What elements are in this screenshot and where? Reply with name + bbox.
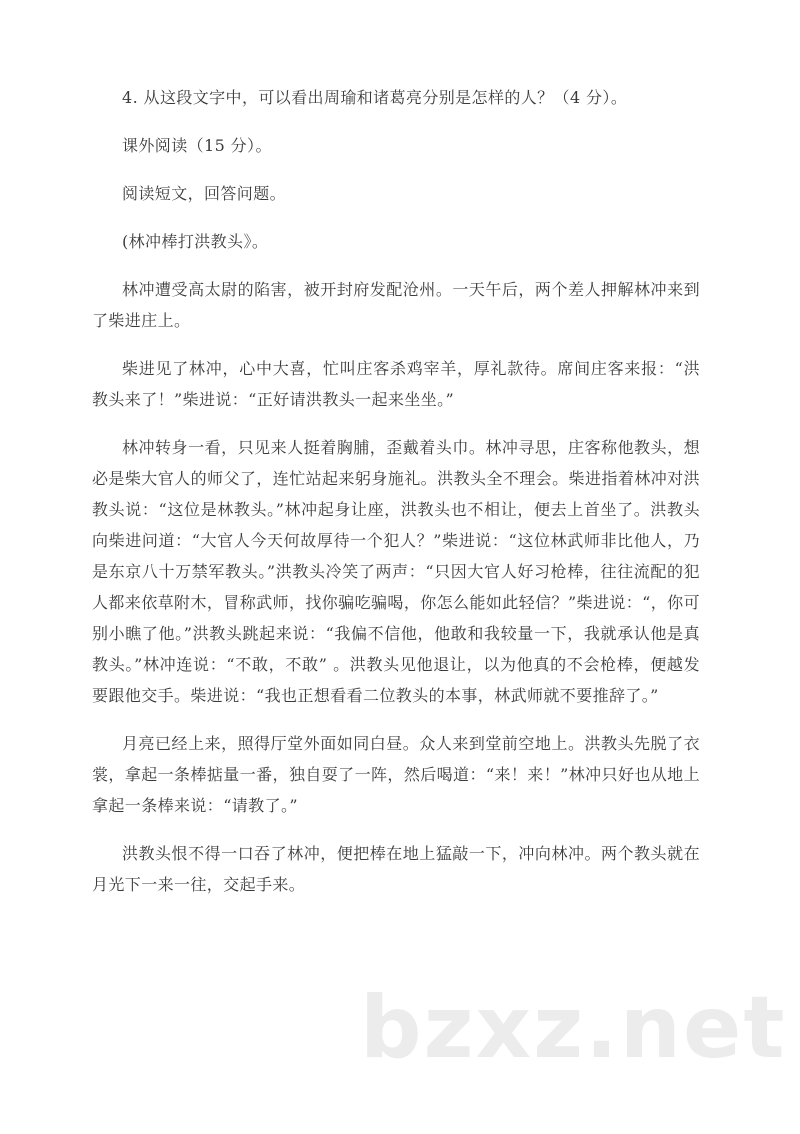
section-heading: 课外阅读（15 分）。 xyxy=(122,136,272,155)
passage-paragraph: 月亮已经上来，照得厅堂外面如同白昼。众人来到堂前空地上。洪教头先脱了衣裳，拿起一条棒掂量一番，独自耍了一阵，然后喝道：“来！来！”林冲只好也从地上拿起一条棒来说：“请教了。” xyxy=(92,734,700,815)
passage-paragraph: 柴进见了林冲，心中大喜，忙叫庄客杀鸡宰羊，厚礼款待。席间庄客来报：“洪教头来了！”柴进说：“正好请洪教头一起来坐坐。” xyxy=(92,359,700,409)
passage-paragraph: 林冲遭受高太尉的陷害，被开封府发配沧州。一天午后，两个差人押解林冲来到了柴进庄上。 xyxy=(92,280,700,330)
passage-title: (林冲棒打洪教头》。 xyxy=(122,232,269,251)
passage-paragraph: 洪教头恨不得一口吞了林冲，便把棒在地上猛敲一下，冲向林冲。两个教头就在月光下一来一往，交起手来。 xyxy=(92,844,700,894)
instruction: 阅读短文，回答问题。 xyxy=(122,184,287,203)
question-4: 4. 从这段文字中，可以看出周瑜和诸葛亮分别是怎样的人？（4 分）。 xyxy=(122,88,628,107)
document-body xyxy=(92,82,700,917)
passage-paragraph: 林冲转身一看，只见来人挺着胸脯，歪戴着头巾。林冲寻思，庄客称他教头，想必是柴大官人的师父了，连忙站起来躬身施礼。洪教头全不理会。柴进指着林冲对洪教头说：“这位是林教头。”林冲起身让座，洪教头也不相让，便去上首坐了。洪教头向柴进问道：“大官人今天何故厚待一个犯人？”柴进说：“这位林武师非比他人，乃是东京八十万禁军教头。”洪教头冷笑了两声：“只因大官人好习枪棒，往往流配的犯人都来依草附木，冒称武师，找你骗吃骗喝，你怎么能如此轻信？”柴进说：“，你可别小瞧了他。”洪教头跳起来说：“我偏不信他，他敢和我较量一下，我就承认他是真教头。”林冲连说：“不敢，不敢” 。洪教头见他退让，以为他真的不会枪棒，便越发要跟他交手。柴进说：“我也正想看看二位教头的本事，林武师就不要推辞了。” xyxy=(92,438,700,705)
watermark: bzxz.net xyxy=(360,978,787,1078)
